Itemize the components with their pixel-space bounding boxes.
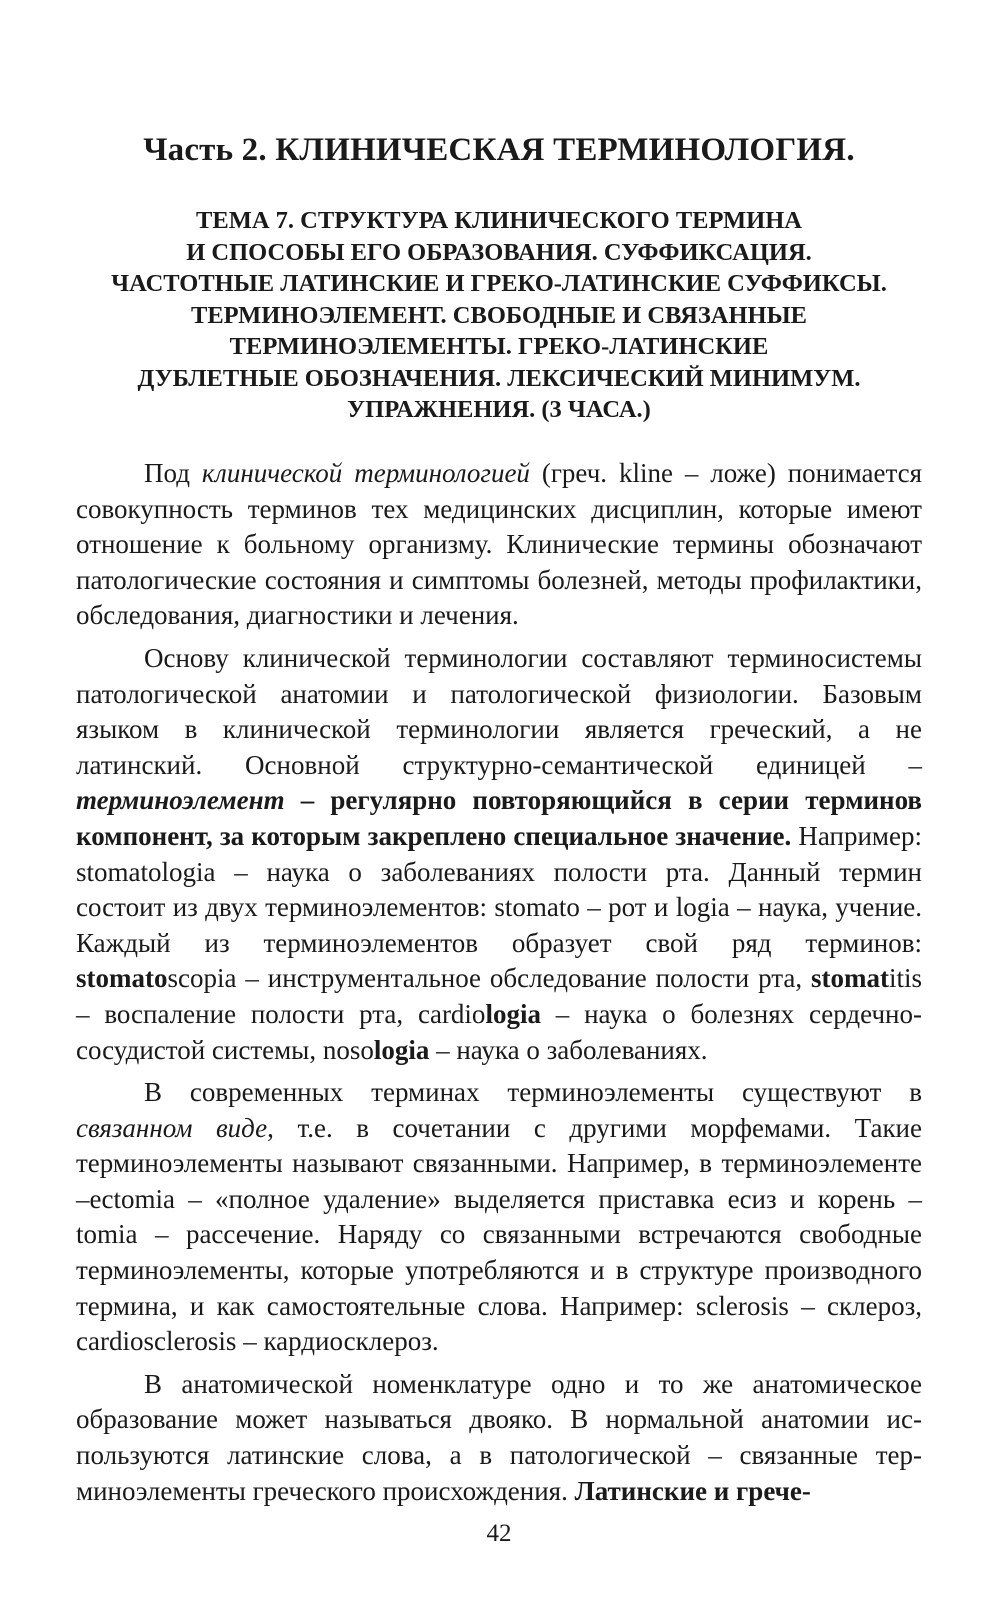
- document-page: [76, 0, 922, 1600]
- bold-text: терминоэлемент: [76, 785, 285, 816]
- part-title: Часть 2. КЛИНИЧЕСКАЯ ТЕРМИНОЛОГИЯ.: [143, 132, 855, 168]
- bold-text: – регулярно повторяющийся в серии терминов компонент, за которым закреплено специальное значение.: [76, 785, 922, 851]
- text-run: – наука о болезнях сердечно-сосудистой системы, noso: [76, 998, 922, 1065]
- topic-line: ТЕМА 7. СТРУКТУРА КЛИНИЧЕСКОГО ТЕРМИНА: [196, 207, 802, 234]
- topic-heading: [76, 205, 922, 426]
- topic-line: ТЕРМИНОЭЛЕМЕНТ. СВОБОДНЫЕ И СВЯЗАННЫЕ: [190, 301, 808, 329]
- text-run: Основу клинической терминологии составляют терминосистемы патологической анатомии и патологической физиологии. Базовым языком в клинической терминологии является греческий, а не латинский. Основной структурно-семантической единицей –: [76, 642, 922, 780]
- paragraph: [76, 1367, 922, 1509]
- text-run: В современных терминах терминоэлементы существуют в: [144, 1077, 922, 1108]
- text-run: , т.е. в сочетании с другими морфемами. Такие терминоэлементы называют связанными. Например, в терминоэлементе –ectomia – «полное удаление» выделяется приставка ecиз и корень –tomia – рассечение. Наряду со связанными встречаются свободные терминоэлементы, которые употребляются и в структуре производного термина, и как самостоятельные слова. Например: sclerosis – склероз, cardiosclerosis – кардиосклероз.: [76, 1112, 922, 1357]
- text-run: – наука о заболеваниях.: [429, 1034, 708, 1065]
- body-text: [76, 456, 922, 1516]
- topic-line: УПРАЖНЕНИЯ. (3 ЧАСА.): [347, 396, 651, 423]
- text-run: (греч. kline – ложе) понимается совокупность терминов тех медицинских дисциплин, которые имеют отношение к больному организму. Клинические термины обозначают патологические состояния и симптомы болезней, методы профилактики, обследования, диагностики и лечения.: [76, 458, 922, 631]
- bold-text: logia: [373, 1034, 430, 1065]
- italic-text: связанном виде: [76, 1112, 268, 1143]
- text-run: Например: stomatologia – наука о заболеваниях полости рта. Данный термин состоит из двух терминоэлементов: stomato – рот и logia – наука, учение. Каждый из терминоэлементов образует свой ряд терминов:: [76, 820, 922, 958]
- topic-line: И СПОСОБЫ ЕГО ОБРАЗОВАНИЯ. СУФФИКСАЦИЯ.: [186, 238, 812, 266]
- page-number: 42: [486, 1520, 512, 1547]
- paragraph: [76, 1075, 922, 1360]
- bold-text: logia: [485, 998, 541, 1029]
- paragraph: [76, 456, 922, 634]
- topic-line: ТЕРМИНОЭЛЕМЕНТЫ. ГРЕКО-ЛАТИНСКИЕ: [229, 333, 769, 360]
- text-run: В анатомической номенклатуре одно и то же анатомическое образование может называться двояко. В нормальной анатомии используются латинские слова, а в патологической – связанные терминоэлементы греческого происхождения.: [76, 1368, 922, 1506]
- bold-text: Латинские и грече-: [574, 1475, 811, 1506]
- paragraph: [76, 641, 922, 1068]
- text-run: Под: [144, 458, 202, 488]
- topic-line: ЧАСТОТНЫЕ ЛАТИНСКИЕ И ГРЕКО-ЛАТИНСКИЕ СУФФИКСЫ.: [111, 270, 887, 297]
- text-run: itis – воспаление полости рта, cardio: [76, 963, 922, 1029]
- bold-text: stomat: [811, 963, 889, 994]
- topic-line: ДУБЛЕТНЫЕ ОБОЗНАЧЕНИЯ. ЛЕКСИЧЕСКИЙ МИНИМУМ.: [137, 364, 861, 392]
- italic-text: клинической терминологией: [201, 458, 530, 488]
- text-run: scopia – инструментальное обследование полости рта,: [167, 963, 811, 994]
- bold-text: stomato: [76, 963, 168, 994]
